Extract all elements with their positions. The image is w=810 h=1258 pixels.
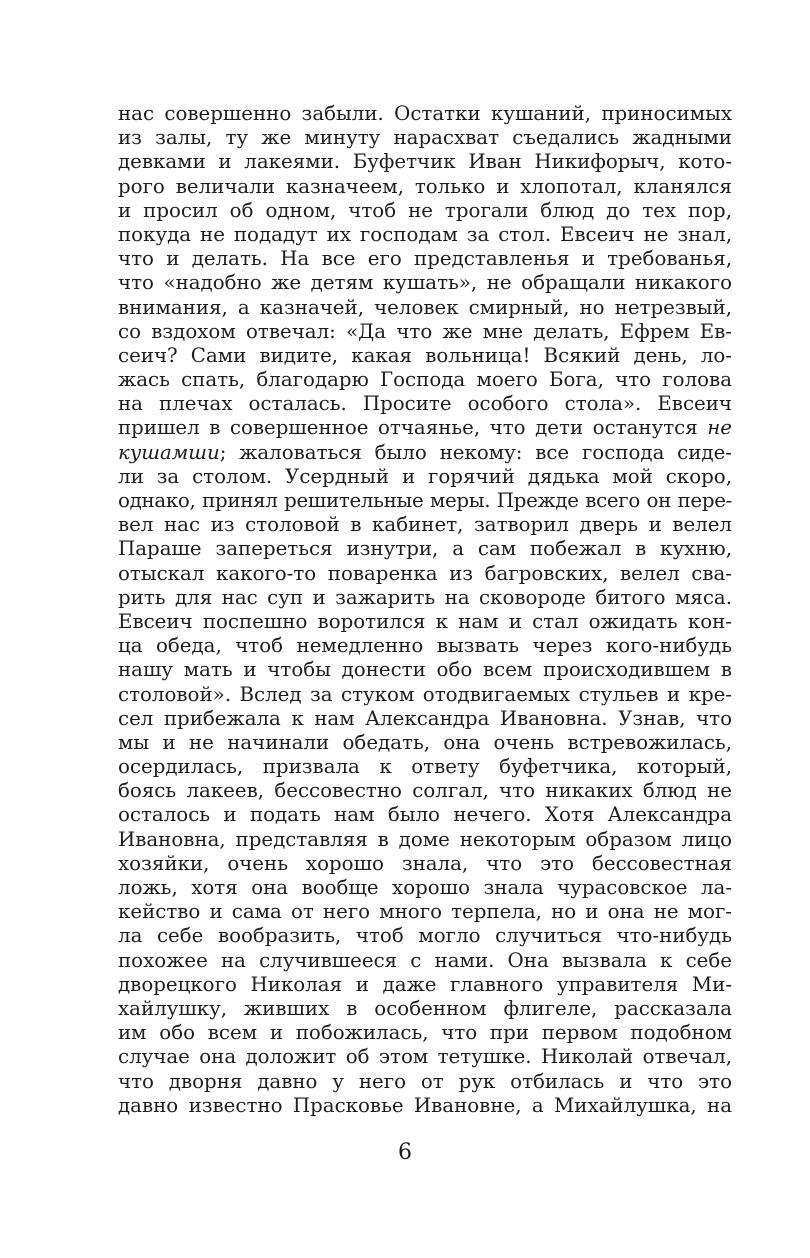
body-text	[118, 102, 732, 1118]
text-line: случае она доложит об этом тетушке. Николай отвечал,	[118, 1045, 732, 1069]
text-line: сеич? Сами видите, какая вольница! Всякий день, ло-	[118, 343, 732, 367]
text-line: Параше запереться изнутри, а сам побежал в кухню,	[118, 537, 732, 561]
text-line: рого величали казначеем, только и хлопотал, кланялся	[118, 174, 732, 198]
text-line: внимания, а казначей, человек смирный, но нетрезвый,	[118, 295, 732, 319]
italic-text: кушамши	[118, 440, 220, 464]
text-segment: пришел в совершенное отчаянье, что дети останутся	[118, 416, 708, 440]
text-line: сел прибежала к нам Александра Ивановна. Узнав, что	[118, 706, 732, 730]
text-line: со вздохом отвечал: «Да что же мне делать, Ефрем Ев-	[118, 319, 732, 343]
text-line: хозяйки, очень хорошо знала, что это бессовестная	[118, 851, 732, 875]
text-line: осердилась, призвала к ответу буфетчика, который,	[118, 755, 732, 779]
text-line: отыскал какого-то поваренка из багровских, велел сва-	[118, 561, 732, 585]
text-line: жась спать, благодарю Господа моего Бога, что голова	[118, 368, 732, 392]
text-line: ца обеда, чтоб немедленно вызвать через кого-нибудь	[118, 634, 732, 658]
text-line: дворецкого Николая и даже главного управителя Ми-	[118, 972, 732, 996]
text-line: покуда не подадут их господам за стол. Евсеич не знал,	[118, 222, 732, 246]
text-line: на плечах осталась. Просите особого стола». Евсеич	[118, 392, 732, 416]
text-line: что дворня давно у него от рук отбилась и что это	[118, 1069, 732, 1093]
text-line: что и делать. На все его представленья и требованья,	[118, 247, 732, 271]
text-line: ла себе вообразить, чтоб могло случиться что-нибудь	[118, 924, 732, 948]
text-line: однако, принял решительные меры. Прежде всего он пере-	[118, 489, 732, 512]
text-line: из залы, ту же минуту нарасхват съедались жадными	[118, 126, 732, 150]
text-line: давно известно Прасковье Ивановне, а Михайлушка, на	[118, 1093, 732, 1117]
text-line: нас совершенно забыли. Остатки кушаний, приносимых	[118, 102, 732, 125]
text-line-with-italic	[118, 441, 732, 465]
text-line: боясь лакеев, бессовестно солгал, что никаких блюд не	[118, 779, 732, 803]
text-line: столовой». Вслед за стуком отодвигаемых стульев и кре-	[118, 682, 732, 706]
text-line: ли за столом. Усердный и горячий дядька мой скоро,	[118, 464, 732, 488]
text-line: похожее на случившееся с нами. Она вызвала к себе	[118, 948, 732, 972]
text-line: что «надобно же детям кушать», не обращали никакого	[118, 271, 732, 295]
text-line: вел нас из столовой в кабинет, затворил дверь и велел	[118, 513, 732, 537]
text-line: рить для нас суп и зажарить на сковороде битого мяса.	[118, 585, 732, 609]
text-segment: ; жаловаться было некому: все господа сиде-	[219, 440, 732, 464]
text-line: нашу мать и чтобы донести обо всем происходившем в	[118, 658, 732, 682]
text-line: мы и не начинали обедать, она очень встревожилась,	[118, 730, 732, 754]
text-line: осталось и подать нам было нечего. Хотя Александра	[118, 803, 732, 827]
text-line: им обо всем и побожилась, что при первом подобном	[118, 1021, 732, 1045]
text-line: девками и лакеями. Буфетчик Иван Никифорыч, кото-	[118, 150, 732, 174]
text-line-with-italic	[118, 416, 732, 440]
page-number: 6	[398, 1140, 412, 1165]
italic-text: не	[707, 416, 732, 440]
text-line: ложь, хотя она вообще хорошо знала чурасовское ла-	[118, 876, 732, 899]
text-line: Ивановна, представляя в доме некоторым образом лицо	[118, 827, 732, 851]
text-line: хайлушку, живших в особенном флигеле, рассказала	[118, 996, 732, 1020]
text-line: Евсеич поспешно воротился к нам и стал ожидать кон-	[118, 609, 732, 633]
text-line: кейство и сама от него много терпела, но и она не мог-	[118, 900, 732, 924]
text-line: и просил об одном, чтоб не трогали блюд до тех пор,	[118, 198, 732, 222]
